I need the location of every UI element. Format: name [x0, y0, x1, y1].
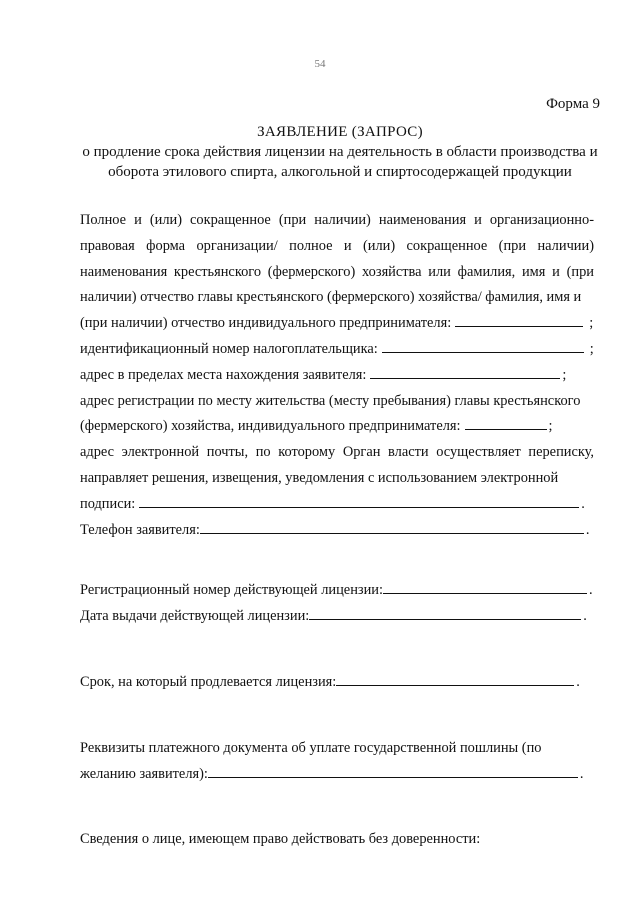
- payment-details-line: [80, 762, 594, 788]
- form-label: Форма 9: [546, 96, 600, 112]
- organization-name-text: Полное и (или) сокращенное (при наличии) наименования и организационно-правовая форма организации/ полное и (или) сокращенное (при наличии) наименования крестьянского (фермерского) хозяйства или фамилия, имя и (при наличии) отчество главы крестьянского (фермерского) хозяйства/ фамилия, имя и: [80, 212, 594, 306]
- address-line: [80, 363, 594, 389]
- semicolon: ;: [548, 418, 553, 435]
- extension-term-field[interactable]: [336, 671, 574, 686]
- license-date-field[interactable]: [309, 605, 581, 620]
- period: .: [581, 495, 585, 512]
- registration-address-field[interactable]: [465, 415, 547, 430]
- payment-details-label: желанию заявителя):: [80, 765, 208, 782]
- registration-address-label: (фермерского) хозяйства, индивидуального предпринимателя:: [80, 418, 461, 435]
- organization-name-field[interactable]: [455, 312, 583, 327]
- authorized-person-heading: Сведения о лице, имеющем право действовать без доверенности:: [80, 831, 481, 848]
- registration-address-line: [80, 414, 594, 440]
- email-label: подписи:: [80, 495, 136, 512]
- payment-details-text: Реквизиты платежного документа об уплате государственной пошлины (по: [80, 739, 542, 756]
- license-number-line: [80, 578, 594, 604]
- registration-address-text: адрес регистрации по месту жительства (месту пребывания) главы крестьянского: [80, 392, 581, 409]
- period: .: [583, 608, 587, 625]
- payment-details-field[interactable]: [208, 763, 578, 778]
- extension-term-line: [80, 670, 594, 696]
- inn-line: [80, 337, 594, 363]
- license-date-line: [80, 604, 594, 630]
- email-line: [80, 492, 594, 518]
- license-number-field[interactable]: [383, 579, 587, 594]
- extension-term-label: Срок, на который продлевается лицензия:: [80, 673, 337, 690]
- document-subtitle-line-1: о продление срока действия лицензии на деятельность в области производства и: [82, 144, 598, 160]
- address-field[interactable]: [370, 364, 560, 379]
- email-field[interactable]: [139, 493, 579, 508]
- period: .: [579, 765, 584, 782]
- phone-label: Телефон заявителя:: [80, 521, 200, 538]
- period: .: [585, 521, 590, 538]
- license-number-label: Регистрационный номер действующей лицензии:: [80, 582, 383, 599]
- email-text: адрес электронной почты, по которому Орган власти осуществляет переписку, направляет решения, извещения, уведомления с использованием электронной: [80, 444, 594, 486]
- license-date-label: Дата выдачи действующей лицензии:: [80, 608, 310, 625]
- phone-field[interactable]: [200, 519, 584, 534]
- document-subtitle-line-2: оборота этилового спирта, алкогольной и спиртосодержащей продукции: [108, 164, 572, 180]
- semicolon: ;: [562, 366, 567, 383]
- document-title: ЗАЯВЛЕНИЕ (ЗАПРОС): [257, 124, 423, 140]
- phone-line: [80, 518, 594, 544]
- semicolon: ;: [589, 340, 594, 357]
- organization-name-line: [80, 311, 594, 337]
- page-number: 54: [314, 58, 326, 70]
- period: .: [588, 582, 593, 599]
- inn-label: идентификационный номер налогоплательщика:: [80, 340, 378, 357]
- inn-field[interactable]: [382, 338, 584, 353]
- organization-name-label: (при наличии) отчество индивидуального предпринимателя:: [80, 315, 452, 332]
- period: .: [576, 673, 580, 690]
- title-block: [60, 122, 620, 182]
- form-body: [80, 208, 594, 853]
- address-label: адрес в пределах места нахождения заявителя:: [80, 366, 367, 383]
- semicolon: ;: [589, 315, 594, 332]
